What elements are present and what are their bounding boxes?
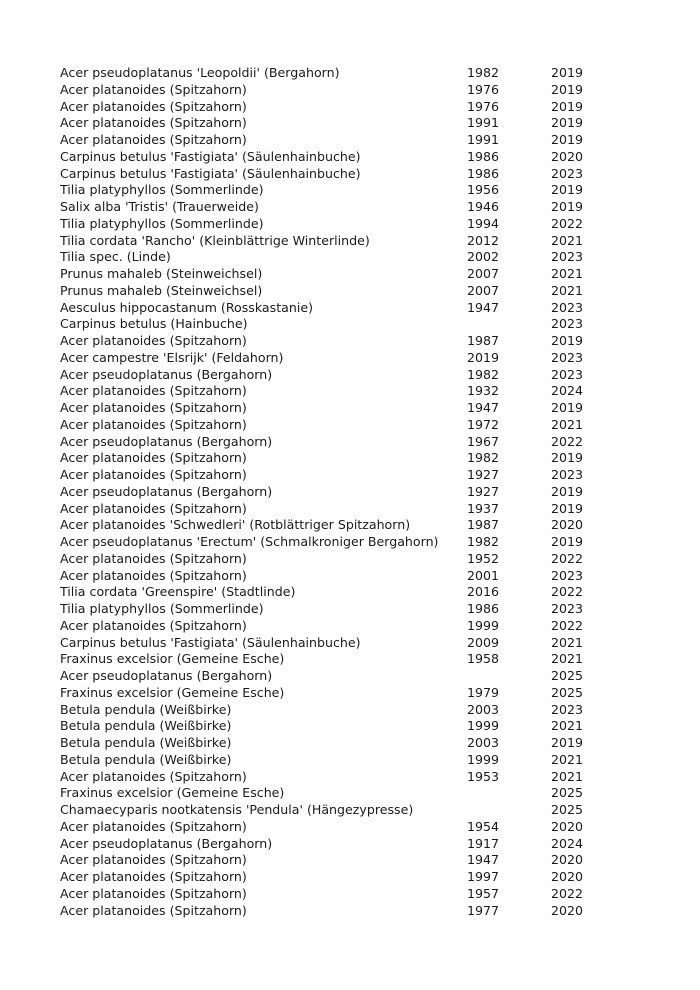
planted-year-cell: 2016: [467, 584, 500, 600]
inspection-year-cell: 2025: [551, 802, 584, 817]
tree-species-cell: Prunus mahaleb (Steinweichsel): [60, 282, 263, 298]
inspection-year-cell: 2020: [551, 869, 584, 884]
inspection-year-cell: 2021: [551, 232, 584, 248]
tree-species-cell: Acer platanoides (Spitzahorn): [60, 768, 247, 784]
planted-year-cell: 1947: [467, 852, 500, 868]
tree-species-cell: Tilia platyphyllos (Sommerlinde): [60, 601, 264, 616]
inspection-year-cell: 2021: [551, 751, 584, 767]
inspection-year-cell: 2019: [551, 199, 584, 214]
inspection-year-cell: 2023: [551, 467, 584, 482]
planted-year-cell: 1977: [467, 902, 500, 918]
table-row: [60, 216, 600, 233]
inspection-year-cell: 2024: [551, 383, 584, 399]
table-row: [60, 82, 600, 99]
tree-species-cell: Betula pendula (Weißbirke): [60, 751, 232, 767]
table-row: [60, 417, 600, 434]
inspection-year-cell: 2021: [551, 282, 584, 298]
table-row: [60, 534, 600, 551]
planted-year-cell: 1994: [467, 215, 500, 231]
table-row: [60, 467, 600, 484]
tree-species-cell: Acer platanoides (Spitzahorn): [60, 81, 247, 97]
planted-year-cell: 1957: [467, 885, 500, 901]
planted-year-cell: 1991: [467, 132, 500, 147]
planted-year-cell: 1999: [467, 751, 500, 767]
tree-species-cell: Fraxinus excelsior (Gemeine Esche): [60, 651, 285, 667]
planted-year-cell: 2003: [467, 701, 500, 717]
table-row: [60, 333, 600, 350]
tree-species-cell: Acer pseudoplatanus (Bergahorn): [60, 483, 273, 499]
tree-species-cell: Salix alba 'Tristis' (Trauerweide): [60, 199, 259, 214]
inspection-year-cell: 2021: [551, 416, 584, 432]
inspection-year-cell: 2019: [551, 98, 584, 114]
table-row: [60, 752, 600, 769]
table-row: [60, 852, 600, 869]
table-row: [60, 635, 600, 652]
tree-species-cell: Acer platanoides (Spitzahorn): [60, 550, 247, 566]
inspection-year-cell: 2024: [551, 835, 584, 851]
inspection-year-cell: 2023: [551, 316, 584, 332]
planted-year-cell: 1947: [467, 400, 500, 415]
table-row: [60, 233, 600, 250]
tree-species-cell: Acer campestre 'Elsrijk' (Feldahorn): [60, 349, 284, 365]
tree-species-cell: Acer pseudoplatanus 'Erectum' (Schmalkroniger Bergahorn): [60, 534, 439, 549]
planted-year-cell: 1979: [467, 684, 500, 700]
inspection-year-cell: 2022: [551, 550, 584, 566]
tree-species-cell: Acer platanoides (Spitzahorn): [60, 416, 247, 432]
table-row: [60, 400, 600, 417]
tree-species-cell: Acer platanoides (Spitzahorn): [60, 400, 247, 415]
table-row: [60, 283, 600, 300]
table-row: [60, 869, 600, 886]
inspection-year-cell: 2019: [551, 65, 584, 80]
tree-species-cell: Betula pendula (Weißbirke): [60, 718, 232, 734]
table-row: [60, 718, 600, 735]
table-row: [60, 802, 600, 819]
tree-species-cell: Carpinus betulus (Hainbuche): [60, 316, 248, 332]
table-row: [60, 903, 600, 920]
inspection-year-cell: 2020: [551, 902, 584, 918]
tree-species-cell: Acer platanoides (Spitzahorn): [60, 869, 247, 884]
tree-species-cell: Acer platanoides (Spitzahorn): [60, 98, 247, 114]
table-row: [60, 601, 600, 618]
inspection-year-cell: 2021: [551, 634, 584, 650]
planted-year-cell: 1917: [467, 835, 500, 851]
tree-species-cell: Tilia platyphyllos (Sommerlinde): [60, 215, 264, 231]
table-row: [60, 668, 600, 685]
tree-species-cell: Acer platanoides (Spitzahorn): [60, 467, 247, 482]
tree-species-cell: Tilia spec. (Linde): [60, 249, 171, 265]
planted-year-cell: 1952: [467, 550, 500, 566]
table-row: [60, 584, 600, 601]
inspection-year-cell: 2021: [551, 768, 584, 784]
tree-species-cell: Acer platanoides (Spitzahorn): [60, 450, 247, 466]
planted-year-cell: 2007: [467, 266, 500, 281]
table-row: [60, 651, 600, 668]
tree-species-cell: Acer platanoides (Spitzahorn): [60, 333, 247, 348]
inspection-year-cell: 2019: [551, 735, 584, 750]
inspection-year-cell: 2023: [551, 701, 584, 717]
tree-species-cell: Tilia cordata 'Greenspire' (Stadtlinde): [60, 584, 296, 600]
table-row: [60, 65, 600, 82]
inspection-year-cell: 2022: [551, 215, 584, 231]
inspection-year-cell: 2022: [551, 885, 584, 901]
table-row: [60, 149, 600, 166]
inspection-year-cell: 2020: [551, 517, 584, 533]
planted-year-cell: 2002: [467, 249, 500, 265]
tree-species-cell: Acer pseudoplatanus (Bergahorn): [60, 433, 273, 449]
tree-species-cell: Aesculus hippocastanum (Rosskastanie): [60, 299, 313, 315]
inspection-year-cell: 2020: [551, 148, 584, 164]
planted-year-cell: 1956: [467, 182, 500, 198]
planted-year-cell: 1982: [467, 534, 500, 549]
table-row: [60, 383, 600, 400]
planted-year-cell: 1986: [467, 601, 500, 616]
table-row: [60, 551, 600, 568]
planted-year-cell: 2003: [467, 735, 500, 750]
tree-species-cell: Acer platanoides 'Schwedleri' (Rotblättriger Spitzahorn): [60, 517, 411, 533]
inspection-year-cell: 2019: [551, 115, 584, 131]
planted-year-cell: 1999: [467, 718, 500, 734]
planted-year-cell: 1927: [467, 467, 500, 482]
table-row: [60, 300, 600, 317]
inspection-year-cell: 2019: [551, 500, 584, 516]
planted-year-cell: 1986: [467, 148, 500, 164]
planted-year-cell: 2019: [467, 349, 500, 365]
inspection-year-cell: 2021: [551, 718, 584, 734]
tree-species-cell: Carpinus betulus 'Fastigiata' (Säulenhainbuche): [60, 148, 361, 164]
inspection-year-cell: 2023: [551, 366, 584, 382]
planted-year-cell: 1982: [467, 366, 500, 382]
table-row: [60, 618, 600, 635]
tree-species-cell: Acer platanoides (Spitzahorn): [60, 852, 247, 868]
inspection-year-cell: 2023: [551, 349, 584, 365]
planted-year-cell: 2007: [467, 282, 500, 298]
inspection-year-cell: 2019: [551, 483, 584, 499]
planted-year-cell: 1937: [467, 500, 500, 516]
table-row: [60, 266, 600, 283]
tree-species-cell: Fraxinus excelsior (Gemeine Esche): [60, 785, 285, 801]
tree-species-cell: Acer platanoides (Spitzahorn): [60, 567, 247, 583]
inspection-year-cell: 2022: [551, 584, 584, 600]
inspection-year-cell: 2019: [551, 132, 584, 147]
tree-species-cell: Acer platanoides (Spitzahorn): [60, 383, 247, 399]
tree-species-cell: Carpinus betulus 'Fastigiata' (Säulenhainbuche): [60, 165, 361, 181]
inspection-year-cell: 2023: [551, 249, 584, 265]
planted-year-cell: 1946: [467, 199, 500, 214]
inspection-year-cell: 2019: [551, 450, 584, 466]
inspection-year-cell: 2023: [551, 299, 584, 315]
table-row: [60, 350, 600, 367]
planted-year-cell: 2009: [467, 634, 500, 650]
planted-year-cell: 2001: [467, 567, 500, 583]
tree-species-cell: Carpinus betulus 'Fastigiata' (Säulenhainbuche): [60, 634, 361, 650]
table-row: [60, 434, 600, 451]
planted-year-cell: 1976: [467, 98, 500, 114]
planted-year-cell: 1927: [467, 483, 500, 499]
inspection-year-cell: 2021: [551, 266, 584, 281]
table-row: [60, 115, 600, 132]
inspection-year-cell: 2021: [551, 651, 584, 667]
inspection-year-cell: 2022: [551, 617, 584, 633]
planted-year-cell: 1987: [467, 333, 500, 348]
tree-species-cell: Chamaecyparis nootkatensis 'Pendula' (Hängezypresse): [60, 802, 414, 817]
inspection-year-cell: 2020: [551, 852, 584, 868]
table-row: [60, 166, 600, 183]
table-row: [60, 819, 600, 836]
tree-species-cell: Acer platanoides (Spitzahorn): [60, 902, 247, 918]
tree-species-cell: Tilia cordata 'Rancho' (Kleinblättrige Winterlinde): [60, 232, 370, 248]
planted-year-cell: 1982: [467, 65, 500, 80]
tree-species-cell: Acer platanoides (Spitzahorn): [60, 500, 247, 516]
planted-year-cell: 1972: [467, 416, 500, 432]
planted-year-cell: 1987: [467, 517, 500, 533]
planted-year-cell: [467, 668, 551, 685]
inspection-year-cell: 2023: [551, 165, 584, 181]
table-row: [60, 99, 600, 116]
planted-year-cell: 1999: [467, 617, 500, 633]
table-row: [60, 367, 600, 384]
inspection-year-cell: 2023: [551, 601, 584, 616]
table-row: [60, 316, 600, 333]
planted-year-cell: 1967: [467, 433, 500, 449]
planted-year-cell: 2012: [467, 232, 500, 248]
tree-species-cell: Acer platanoides (Spitzahorn): [60, 818, 247, 834]
inspection-year-cell: 2025: [551, 684, 584, 700]
table-row: [60, 568, 600, 585]
inspection-year-cell: 2023: [551, 567, 584, 583]
table-row: [60, 199, 600, 216]
table-row: [60, 685, 600, 702]
tree-species-cell: Betula pendula (Weißbirke): [60, 735, 232, 750]
tree-table: [60, 65, 600, 919]
table-row: [60, 769, 600, 786]
planted-year-cell: 1958: [467, 651, 500, 667]
tree-species-cell: Acer pseudoplatanus 'Leopoldii' (Bergahorn): [60, 65, 340, 80]
inspection-year-cell: 2025: [551, 668, 584, 683]
inspection-year-cell: 2022: [551, 433, 584, 449]
tree-species-cell: Acer platanoides (Spitzahorn): [60, 132, 247, 147]
planted-year-cell: 1976: [467, 81, 500, 97]
tree-species-cell: Prunus mahaleb (Steinweichsel): [60, 266, 263, 281]
tree-species-cell: Betula pendula (Weißbirke): [60, 701, 232, 717]
planted-year-cell: 1991: [467, 115, 500, 131]
table-row: [60, 484, 600, 501]
table-row: [60, 836, 600, 853]
table-row: [60, 702, 600, 719]
planted-year-cell: 1954: [467, 818, 500, 834]
table-row: [60, 450, 600, 467]
planted-year-cell: 1982: [467, 450, 500, 466]
planted-year-cell: 1932: [467, 383, 500, 399]
tree-species-cell: Acer pseudoplatanus (Bergahorn): [60, 668, 273, 683]
tree-species-cell: Fraxinus excelsior (Gemeine Esche): [60, 684, 285, 700]
inspection-year-cell: 2019: [551, 333, 584, 348]
planted-year-cell: [467, 802, 551, 819]
planted-year-cell: 1947: [467, 299, 500, 315]
tree-species-cell: Acer platanoides (Spitzahorn): [60, 115, 247, 131]
table-row: [60, 785, 600, 802]
planted-year-cell: 1986: [467, 165, 500, 181]
planted-year-cell: [467, 316, 551, 333]
inspection-year-cell: 2019: [551, 182, 584, 198]
inspection-year-cell: 2020: [551, 818, 584, 834]
tree-species-cell: Acer platanoides (Spitzahorn): [60, 617, 247, 633]
tree-species-cell: Acer platanoides (Spitzahorn): [60, 885, 247, 901]
tree-species-cell: Acer pseudoplatanus (Bergahorn): [60, 835, 273, 851]
inspection-year-cell: 2019: [551, 534, 584, 549]
table-row: [60, 182, 600, 199]
table-row: [60, 517, 600, 534]
tree-species-cell: Acer pseudoplatanus (Bergahorn): [60, 366, 273, 382]
table-row: [60, 501, 600, 518]
inspection-year-cell: 2019: [551, 81, 584, 97]
table-row: [60, 886, 600, 903]
inspection-year-cell: 2019: [551, 400, 584, 415]
planted-year-cell: 1997: [467, 869, 500, 884]
planted-year-cell: 1953: [467, 768, 500, 784]
table-row: [60, 132, 600, 149]
table-row: [60, 249, 600, 266]
inspection-year-cell: 2025: [551, 785, 584, 801]
tree-species-cell: Tilia platyphyllos (Sommerlinde): [60, 182, 264, 198]
table-row: [60, 735, 600, 752]
planted-year-cell: [467, 785, 551, 802]
